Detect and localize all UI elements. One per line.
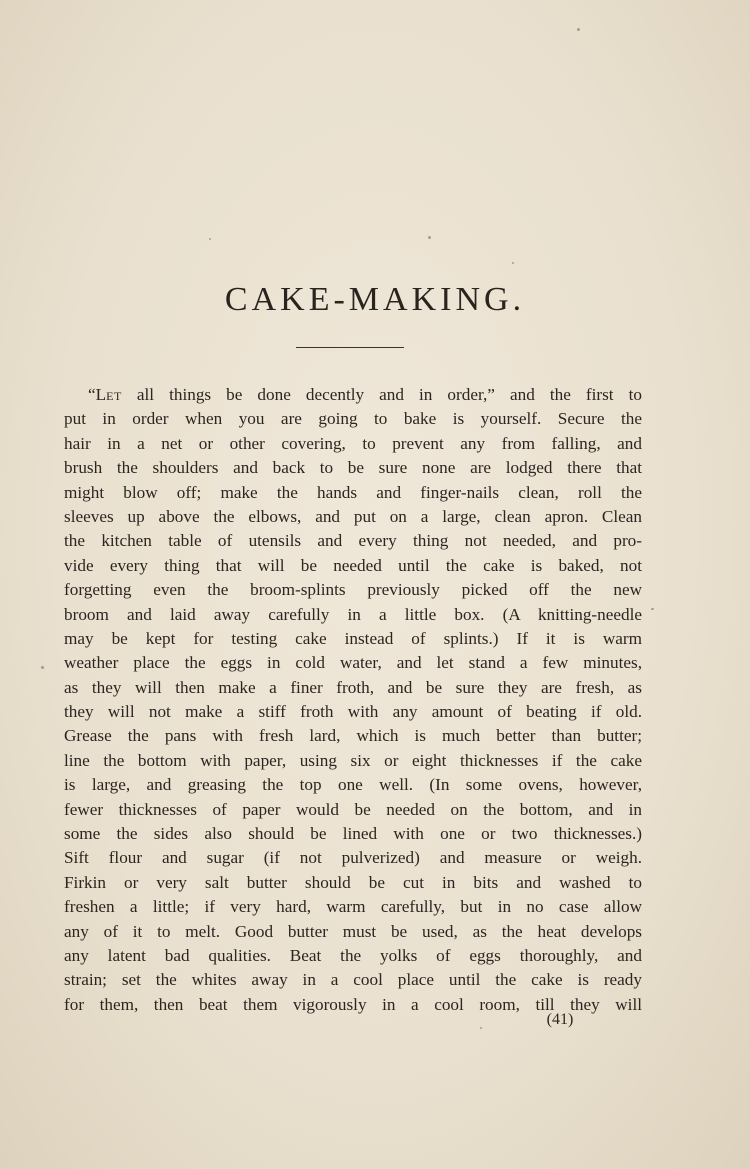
text-line: Sift flour and sugar (if not pulverized) and measure or weigh.: [64, 848, 642, 868]
ink-speck: [512, 262, 514, 264]
text-line: as they will then make a finer froth, and be sure they are fresh, as: [64, 677, 642, 697]
text-line: “Let all things be done decently and in order,” and the first to: [88, 385, 642, 404]
chapter-title: CAKE-MAKING.: [224, 281, 526, 318]
text-line: is large, and greasing the top one well. (In some ovens, however,: [64, 775, 642, 795]
text-line: might blow off; make the hands and finger-nails clean, roll the: [64, 482, 642, 502]
page-number: (41): [546, 1011, 574, 1028]
text-line: may be kept for testing cake instead of splints.) If it is warm: [64, 628, 642, 648]
text-line: sleeves up above the elbows, and put on a large, clean apron. Clean: [64, 506, 642, 526]
ink-speck: [480, 1027, 482, 1029]
text-line: forgetting even the broom-splints previously picked off the new: [64, 580, 642, 600]
text-line: put in order when you are going to bake is yourself. Secure the: [64, 409, 642, 429]
ink-speck: [41, 666, 44, 669]
text-line: vide every thing that will be needed until the cake is baked, not: [64, 555, 642, 575]
text-line: for them, then beat them vigorously in a cool room, till they will: [64, 994, 642, 1014]
text-line: some the sides also should be lined with one or two thicknesses.): [64, 824, 642, 844]
ink-speck: [577, 28, 580, 31]
text-line: fewer thicknesses of paper would be needed on the bottom, and in: [64, 799, 642, 819]
text-line: strain; set the whites away in a cool place until the cake is ready: [64, 970, 642, 990]
text-line: any latent bad qualities. Beat the yolks of eggs thoroughly, and: [64, 945, 642, 965]
text-line: they will not make a stiff froth with any amount of beating if old.: [64, 702, 642, 722]
text-line: freshen a little; if very hard, warm carefully, but in no case allow: [64, 897, 642, 917]
ink-speck: [651, 608, 654, 610]
text-line: Grease the pans with fresh lard, which is much better than butter;: [64, 726, 642, 746]
text-line: the kitchen table of utensils and every thing not needed, and pro-: [64, 531, 642, 551]
text-line: Firkin or very salt butter should be cut in bits and washed to: [64, 872, 642, 892]
body-text: [64, 383, 642, 1017]
text-line: any of it to melt. Good butter must be used, as the heat develops: [64, 921, 642, 941]
text-line: line the bottom with paper, using six or eight thicknesses if the cake: [64, 750, 642, 770]
ink-speck: [209, 238, 211, 240]
text-line: brush the shoulders and back to be sure none are lodged there that: [64, 458, 642, 478]
ink-speck: [428, 236, 431, 239]
title-rule: [296, 347, 404, 348]
text-line: weather place the eggs in cold water, and let stand a few minutes,: [64, 653, 642, 673]
text-line: broom and laid away carefully in a little box. (A knitting-needle: [64, 604, 642, 624]
text-line: hair in a net or other covering, to prevent any from falling, and: [64, 433, 642, 453]
